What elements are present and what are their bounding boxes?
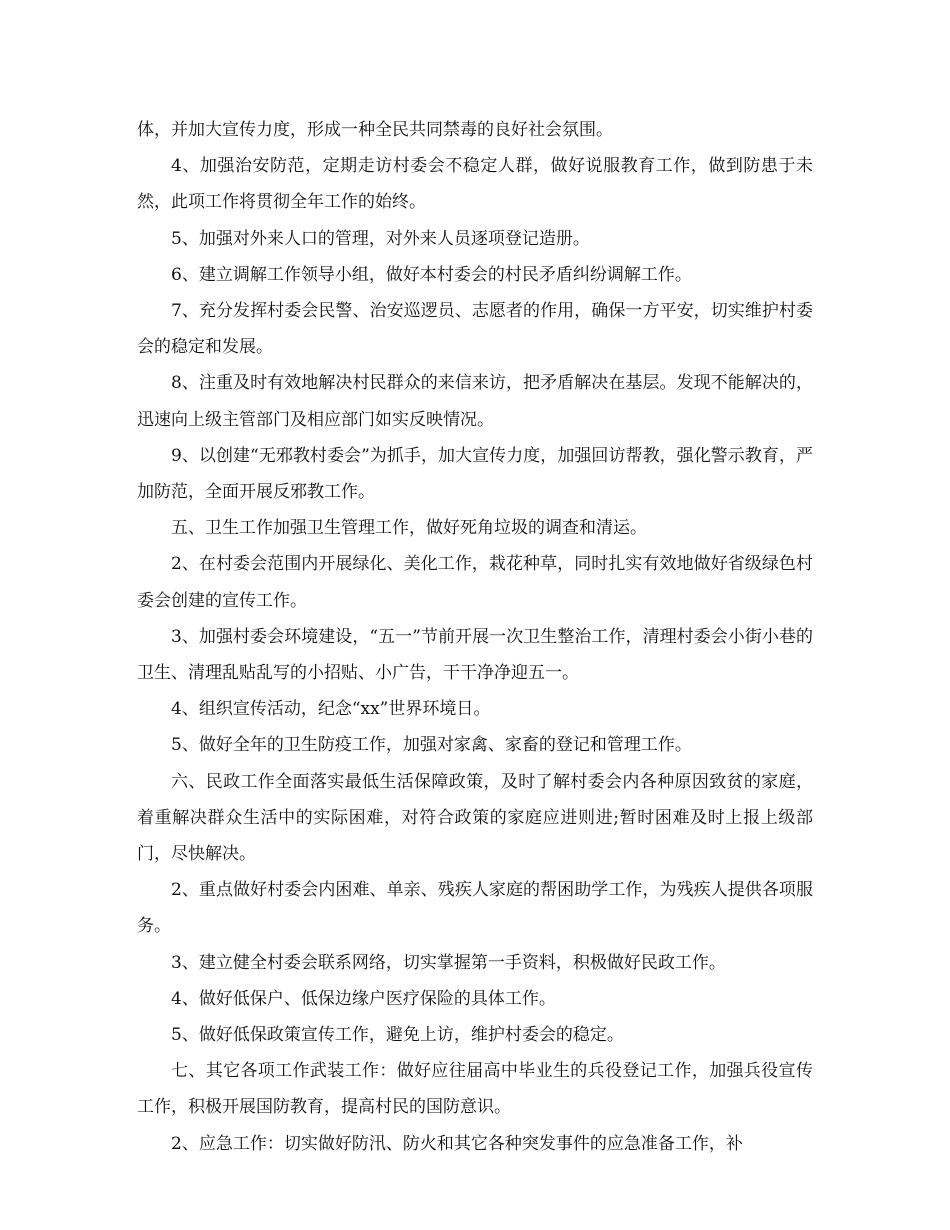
paragraph-item-6-mediation: 6、建立调解工作领导小组，做好本村委会的村民矛盾纠纷调解工作。: [171, 264, 692, 285]
paragraph-section-6-civil-affairs: 六、民政工作全面落实最低生活保障政策，及时了解村委会内各种原因致贫的家庭，着重解决群众生活中的实际困难，对符合政策的家庭应进则进;暂时困难及时上报上级部门，尽快解决。: [137, 771, 813, 865]
paragraph-item-5-migrants: 5、加强对外来人口的管理，对外来人员逐项登记造册。: [171, 228, 590, 249]
paragraph-item-9-anti-cult: 9、以创建“无邪教村委会”为抓手，加大宣传力度，加强回访帮教，强化警示教育，严加防范，全面开展反邪教工作。: [137, 445, 813, 503]
paragraph-section-5-hygiene: 五、卫生工作加强卫生管理工作，做好死角垃圾的调查和清运。: [171, 518, 647, 539]
paragraph-hygiene-item-2: 2、在村委会范围内开展绿化、美化工作，栽花种草，同时扎实有效地做好省级绿色村委会创建的宣传工作。: [137, 554, 813, 611]
paragraph-item-4-security: 4、加强治安防范，定期走访村委会不稳定人群，做好说服教育工作，做到防患于未然，此项工作将贯彻全年工作的始终。: [137, 156, 813, 213]
paragraph-item-7-police: 7、充分发挥村委会民警、治安巡逻员、志愿者的作用，确保一方平安，切实维护村委会的稳定和发展。: [137, 301, 813, 358]
paragraph-hygiene-item-3: 3、加强村委会环境建设，“五一”节前开展一次卫生整治工作，清理村委会小街小巷的卫生、清理乱贴乱写的小招贴、小广告，干干净净迎五一。: [137, 626, 813, 684]
paragraph-hygiene-item-5: 5、做好全年的卫生防疫工作，加强对家禽、家畜的登记和管理工作。: [171, 735, 692, 756]
paragraph-hygiene-item-4: 4、组织宣传活动，纪念“xx”世界环境日。: [171, 699, 491, 720]
paragraph-other-item-2: 2、应急工作：切实做好防汛、防火和其它各种突发事件的应急准备工作，补: [171, 1133, 743, 1154]
paragraph-civil-item-2: 2、重点做好村委会内困难、单亲、残疾人家庭的帮困助学工作，为残疾人提供各项服务。: [137, 880, 813, 937]
paragraph-civil-item-5: 5、做好低保政策宣传工作，避免上访，维护村委会的稳定。: [171, 1025, 624, 1046]
paragraph-civil-item-4: 4、做好低保户、低保边缘户医疗保险的具体工作。: [171, 988, 556, 1009]
paragraph-item-8-petitions: 8、注重及时有效地解决村民群众的来信来访，把矛盾解决在基层。发现不能解决的，迅速向上级主管部门及相应部门如实反映情况。: [137, 373, 813, 430]
paragraph-section-7-other: 七、其它各项工作武装工作：做好应往届高中毕业生的兵役登记工作，加强兵役宣传工作，积极开展国防教育，提高村民的国防意识。: [137, 1061, 813, 1118]
paragraph-continuation: 体，并加大宣传力度，形成一种全民共同禁毒的良好社会氛围。: [137, 120, 613, 140]
paragraph-civil-item-3: 3、建立健全村委会联系网络，切实掌握第一手资料，积极做好民政工作。: [171, 952, 726, 973]
document-body: [137, 112, 813, 1162]
